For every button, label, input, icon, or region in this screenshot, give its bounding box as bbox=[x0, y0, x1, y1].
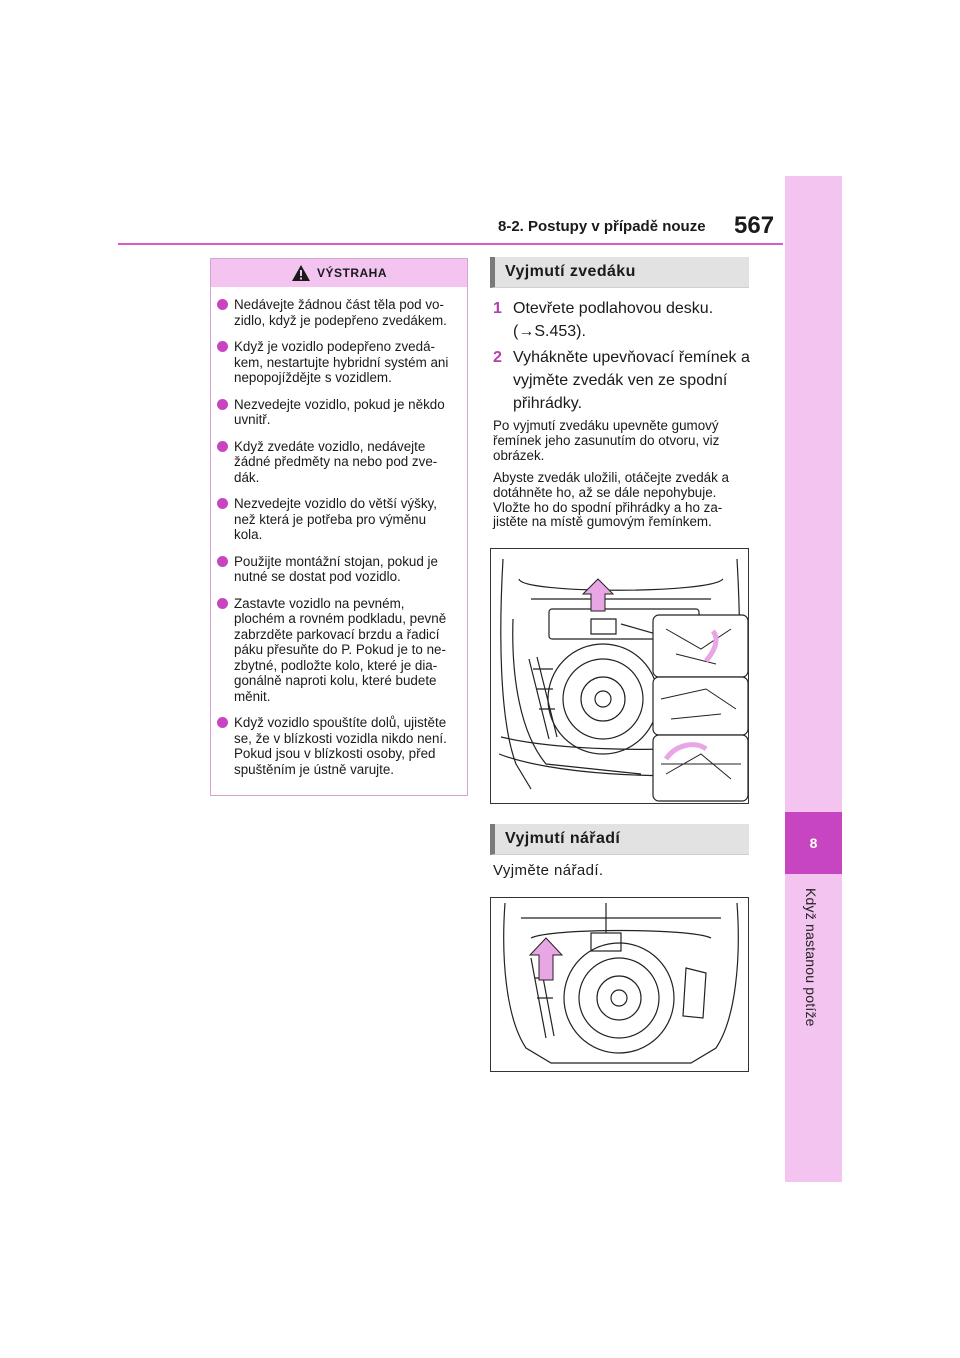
jack-section-title: Vyjmutí zvedáku bbox=[490, 257, 749, 288]
bullet-icon bbox=[217, 341, 228, 352]
warning-item: Nezvedejte vozidlo do větší výšky, než která je potřeba pro výměnu kola. bbox=[217, 496, 457, 543]
header-rule bbox=[118, 243, 783, 245]
chapter-side-tab bbox=[785, 176, 842, 1182]
step-number: 1 bbox=[493, 300, 502, 317]
jack-removal-figure bbox=[490, 548, 749, 804]
warning-list bbox=[211, 287, 467, 777]
jack-note-1: Po vyjmutí zvedáku upevněte gumový řemínek jeho zasunutím do otvoru, viz obrázek. bbox=[493, 418, 720, 463]
step-2 bbox=[493, 346, 755, 415]
bullet-icon bbox=[217, 717, 228, 728]
jack-note-2: Abyste zvedák uložili, otáčejte zvedák a dotáhněte ho, až se dále nepohybuje. Vložte ho do spodní přihrádky a ho za-jistěte na místě gumovým řemínkem. bbox=[493, 470, 729, 530]
warning-item: Nezvedejte vozidlo, pokud je někdo uvnitř. bbox=[217, 397, 457, 428]
warning-item: Když je vozidlo podepřeno zvedá-kem, nestartujte hybridní systém ani nepopojíždějte s vozidlem. bbox=[217, 339, 457, 386]
bullet-icon bbox=[217, 299, 228, 310]
step-number: 2 bbox=[493, 349, 502, 366]
step-text: Otevřete podlahovou desku. (→S.453). bbox=[513, 300, 714, 340]
warning-item: Zastavte vozidlo na pevném, plochém a rovném podkladu, pevně zabrzděte parkovací brzdu a řadicí páku přesuňte do P. Pokud je to ne-zbytné, podložte kolo, které je dia-gonálně naproti kolu, které budete měnit. bbox=[217, 596, 457, 705]
tools-section-title: Vyjmutí nářadí bbox=[490, 824, 749, 855]
warning-item: Nedávejte žádnou část těla pod vo-zidlo, když je podepřeno zvedákem. bbox=[217, 297, 457, 328]
bullet-icon bbox=[217, 441, 228, 452]
section-header: 8-2. Postupy v případě nouze bbox=[498, 218, 706, 235]
warning-header bbox=[211, 259, 467, 287]
jack-illustration bbox=[491, 549, 749, 804]
page-number: 567 bbox=[734, 212, 775, 239]
warning-triangle-icon bbox=[291, 264, 311, 282]
chapter-title-vertical: Když nastanou potíže bbox=[803, 888, 819, 1027]
tools-instruction: Vyjměte nářadí. bbox=[493, 862, 604, 879]
warning-title: VÝSTRAHA bbox=[316, 266, 387, 280]
tools-illustration bbox=[491, 898, 749, 1072]
warning-box bbox=[210, 258, 468, 796]
bullet-icon bbox=[217, 399, 228, 410]
step-1 bbox=[493, 297, 755, 343]
chapter-number-badge: 8 bbox=[785, 812, 842, 874]
warning-item: Když vozidlo spouštíte dolů, ujistěte se, že v blízkosti vozidla nikdo není. Pokud jsou v blízkosti osoby, před spuštěním je ústně varujte. bbox=[217, 715, 457, 777]
tools-removal-figure bbox=[490, 897, 749, 1072]
warning-item: Použijte montážní stojan, pokud je nutné se dostat pod vozidlo. bbox=[217, 554, 457, 585]
warning-item: Když zvedáte vozidlo, nedávejte žádné předměty na nebo pod zve-dák. bbox=[217, 439, 457, 486]
step-text: Vyhákněte upevňovací řemínek a vyjměte zvedák ven ze spodní přihrádky. bbox=[513, 349, 750, 412]
bullet-icon bbox=[217, 498, 228, 509]
bullet-icon bbox=[217, 598, 228, 609]
bullet-icon bbox=[217, 556, 228, 567]
